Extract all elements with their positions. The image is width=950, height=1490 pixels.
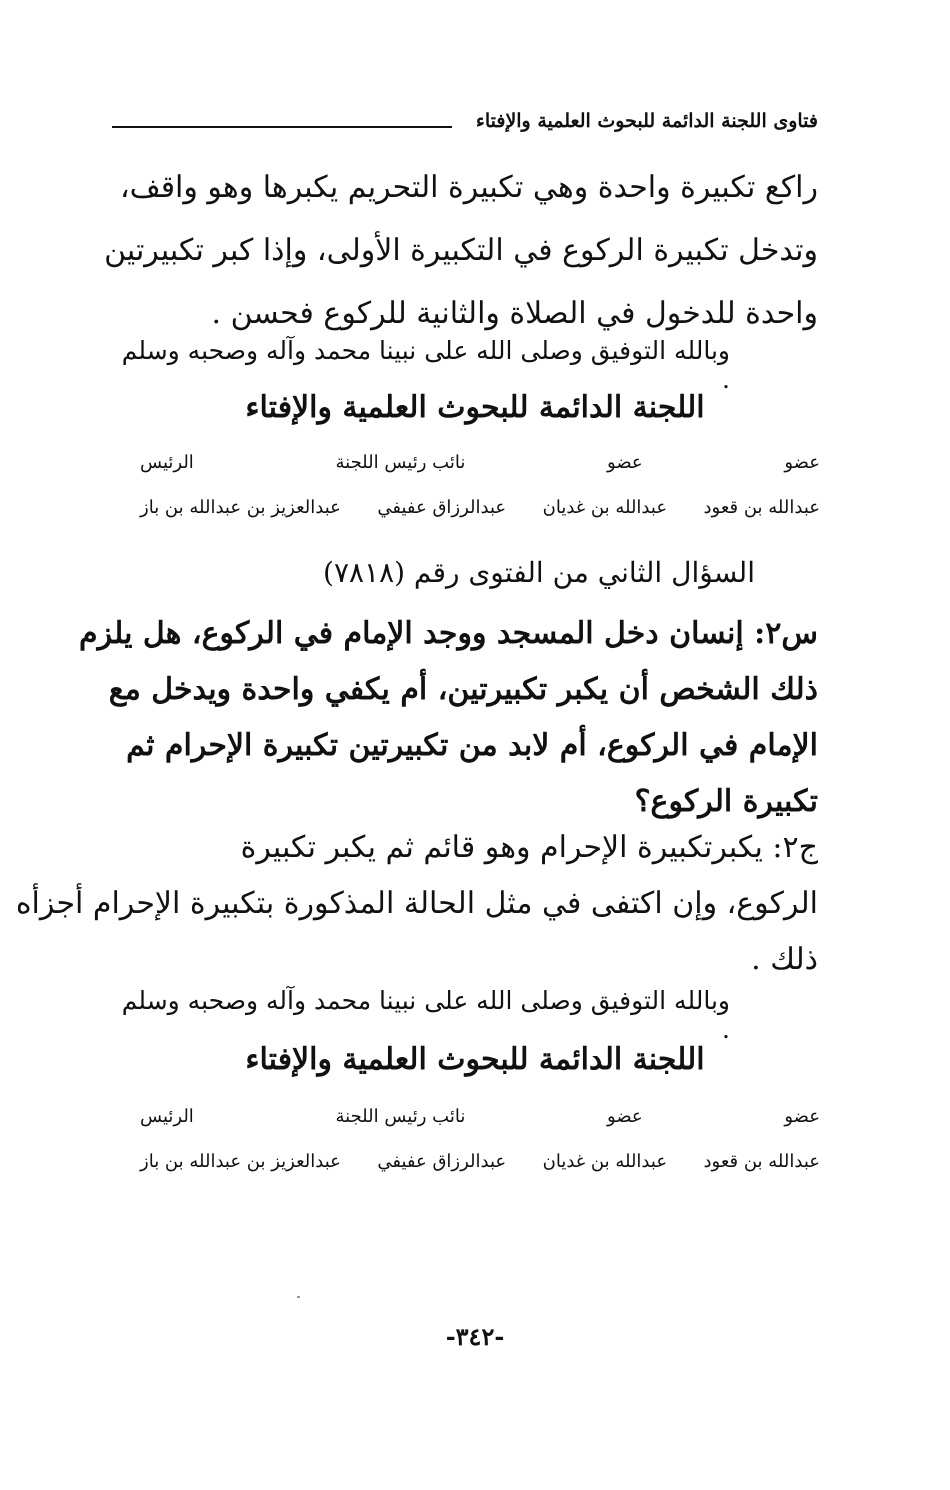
role-label: الرئيس: [140, 1106, 194, 1127]
closing-formula: وبالله التوفيق وصلى الله على نبينا محمد وآله وصحبه وسلم .: [121, 336, 730, 394]
role-label: عضو: [784, 452, 820, 473]
question-heading: السؤال الثاني من الفتوى رقم (٧٨١٨): [323, 556, 755, 589]
signatory-roles: [140, 1106, 820, 1127]
text-line: وتدخل تكبيرة الركوع في التكبيرة الأولى، وإذا كبر تكبيرتين: [104, 233, 818, 268]
answer-line: الركوع، وإن اكتفى في مثل الحالة المذكورة بتكبيرة الإحرام أجزأه: [15, 886, 818, 921]
signatory-name: عبدالرزاق عفيفي: [377, 497, 507, 518]
answer-line: ذلك .: [751, 942, 818, 977]
signatory-name: عبدالله بن قعود: [703, 1151, 820, 1172]
closing-formula: وبالله التوفيق وصلى الله على نبينا محمد وآله وصحبه وسلم .: [121, 986, 730, 1044]
signatory-name: عبدالله بن غديان: [542, 497, 668, 518]
role-label: عضو: [607, 1106, 643, 1127]
answer-text: [15, 820, 818, 988]
answer-line: ج٢: يكبرتكبيرة الإحرام وهو قائم ثم يكبر تكبيرة: [240, 830, 818, 865]
question-line: الإمام في الركوع، أم لابد من تكبيرتين تكبيرة الإحرام ثم: [126, 728, 818, 763]
header-rule: [112, 126, 452, 128]
role-label: نائب رئيس اللجنة: [335, 1106, 466, 1127]
scan-speck: [297, 1296, 300, 1298]
signatory-names: [140, 1151, 820, 1172]
committee-title: اللجنة الدائمة للبحوث العلمية والإفتاء: [245, 390, 705, 425]
signatory-name: عبدالله بن قعود: [703, 497, 820, 518]
text-line: راكع تكبيرة واحدة وهي تكبيرة التحريم يكبرها وهو واقف،: [119, 170, 818, 205]
fatwa-continuation: [104, 156, 818, 345]
question-line: س٢: إنسان دخل المسجد ووجد الإمام في الركوع، هل يلزم: [79, 616, 818, 651]
question-text: [79, 606, 818, 830]
role-label: عضو: [607, 452, 643, 473]
signatory-name: عبدالعزيز بن عبدالله بن باز: [140, 497, 341, 518]
signatory-name: عبدالرزاق عفيفي: [377, 1151, 507, 1172]
signatory-names: [140, 497, 820, 518]
role-label: عضو: [784, 1106, 820, 1127]
signatory-name: عبدالله بن غديان: [542, 1151, 668, 1172]
question-line: تكبيرة الركوع؟: [634, 784, 818, 819]
signatory-name: عبدالعزيز بن عبدالله بن باز: [140, 1151, 341, 1172]
text-line: واحدة للدخول في الصلاة والثانية للركوع فحسن .: [211, 296, 818, 331]
role-label: نائب رئيس اللجنة: [335, 452, 466, 473]
page-number: -٣٤٢-: [445, 1322, 505, 1351]
question-line: ذلك الشخص أن يكبر تكبيرتين، أم يكفي واحدة ويدخل مع: [108, 672, 818, 707]
signatory-roles: [140, 452, 820, 473]
running-header: فتاوى اللجنة الدائمة للبحوث العلمية والإفتاء: [475, 110, 818, 132]
committee-title: اللجنة الدائمة للبحوث العلمية والإفتاء: [245, 1042, 705, 1077]
role-label: الرئيس: [140, 452, 194, 473]
